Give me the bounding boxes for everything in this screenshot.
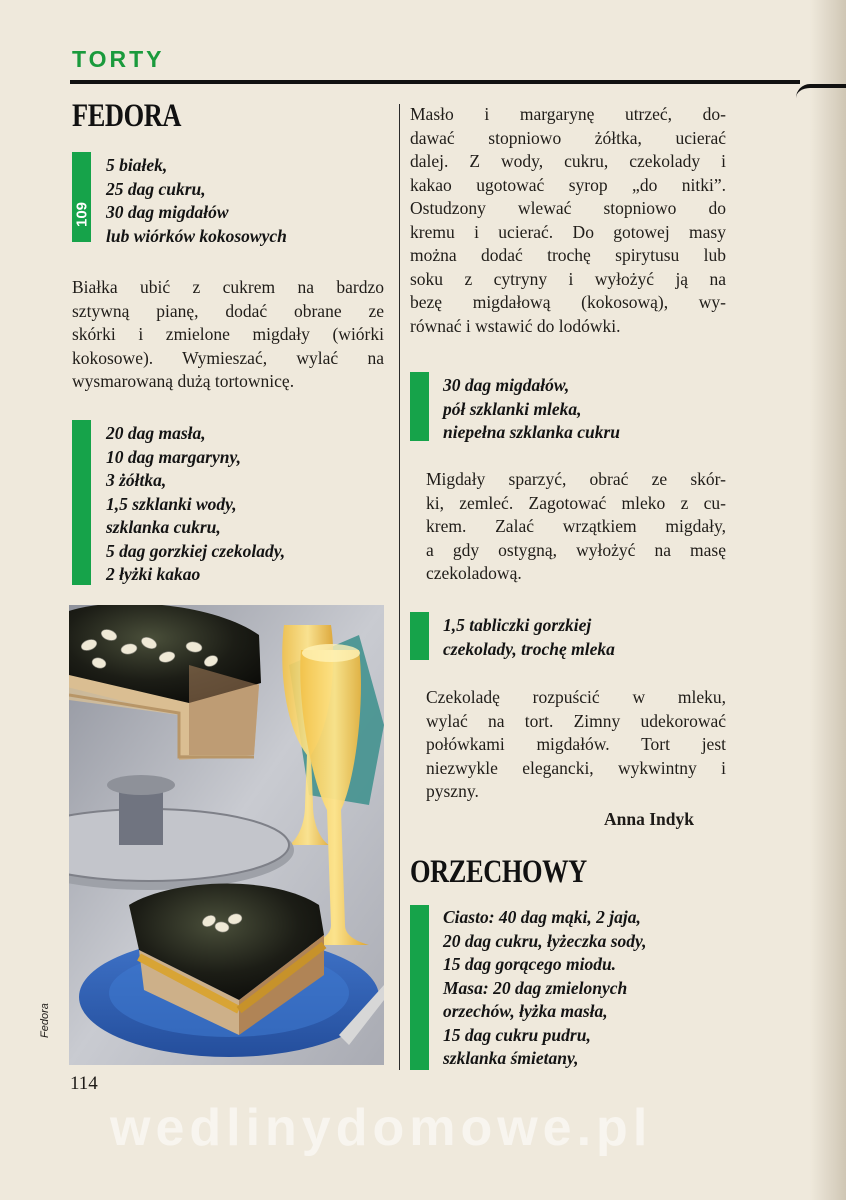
text-line: wysmarowaną dużą tortownicę. [72, 371, 295, 391]
ingredient-list-meringue [106, 154, 287, 248]
method-paragraph-almond [426, 468, 726, 586]
text-line: a gdy ostygną, wyłożyć na masę [426, 539, 726, 560]
ingredient-line: 3 żółtka, [106, 470, 167, 490]
text-line: kakao ugotować syrop „do nitki”. [410, 174, 726, 195]
method-paragraph-glaze [426, 686, 726, 804]
text-line: Czekoladę rozpuścić w mleku, [426, 687, 726, 707]
ingredient-line: 25 dag cukru, [106, 178, 206, 199]
header-rule [70, 80, 800, 84]
ingredient-list-cream [106, 422, 285, 587]
recipe-number: 109 [73, 201, 91, 228]
text-line: niezwykle elegancki, wykwintny i [426, 757, 726, 778]
method-paragraph-cream [410, 103, 726, 338]
text-line: pyszny. [426, 781, 479, 801]
text-line: Masło i margarynę utrzeć, do- [410, 104, 726, 124]
header-rule-curl [796, 84, 846, 98]
section-header: TORTY [72, 46, 165, 72]
text-line: sztywną pianę, dodać obrane ze [72, 300, 384, 321]
text-line: kokosowe). Wymieszać, wylać na [72, 347, 384, 368]
ingredient-line: 20 dag masła, [106, 423, 206, 443]
ingredient-line: pół szklanki mleka, [443, 398, 582, 419]
ingredient-line: 5 białek, [106, 155, 168, 175]
ingredient-line: Masa: 20 dag zmielonych [443, 977, 628, 998]
ingredient-list-orzechowy [443, 906, 647, 1071]
ingredient-line: 15 dag gorącego miodu. [443, 954, 617, 974]
ingredient-line: 5 dag gorzkiej czekolady, [106, 540, 286, 561]
ingredient-list-almond [443, 374, 620, 445]
column-divider [399, 104, 400, 1070]
page-number: 114 [70, 1073, 98, 1094]
ingredient-line: szklanka cukru, [106, 517, 221, 537]
ingredient-line: 1,5 szklanki wody, [106, 493, 237, 514]
method-paragraph-meringue [72, 276, 384, 394]
text-line: ki, zemleć. Zagotować mleko z cu- [426, 492, 726, 513]
ingredient-line: 15 dag cukru pudru, [443, 1024, 591, 1045]
ingredient-line: szklanka śmietany, [443, 1048, 579, 1068]
ingredient-line: 20 dag cukru, łyżeczka sody, [443, 930, 647, 951]
text-line: można dodać trochę spirytusu lub [410, 245, 726, 265]
text-line: dalej. Z wody, cukru, czekolady i [410, 151, 726, 171]
ingredient-line: 30 dag migdałów [106, 202, 229, 222]
text-line: połówkami migdałów. Tort jest [426, 734, 726, 754]
text-line: kremu i ucierać. Do gotowej masy [410, 221, 726, 242]
photo-caption: Fedora [39, 1003, 51, 1038]
page-edge-shadow [810, 0, 846, 1200]
ingredient-line: 30 dag migdałów, [443, 375, 570, 395]
text-line: skórki i zmielone migdały (wiórki [72, 324, 384, 344]
ingredient-marker-bar [72, 420, 91, 585]
text-line: dawać stopniowo żółtka, ucierać [410, 127, 726, 148]
ingredient-list-glaze [443, 614, 615, 661]
cake-photo [69, 605, 384, 1065]
ingredient-line: 10 dag margaryny, [106, 446, 241, 467]
recipe-title-orzechowy: ORZECHOWY [410, 854, 587, 890]
text-line: Migdały sparzyć, obrać ze skór- [426, 469, 726, 489]
ingredient-line: 1,5 tabliczki gorzkiej [443, 615, 592, 635]
text-line: bezę migdałową (kokosową), wy- [410, 292, 726, 312]
ingredient-line: Ciasto: 40 dag mąki, 2 jaja, [443, 907, 641, 927]
text-line: wylać na tort. Zimny udekorować [426, 710, 726, 731]
ingredient-line: czekolady, trochę mleka [443, 638, 615, 659]
text-line: równać i wstawić do lodówki. [410, 315, 621, 336]
ingredient-line: lub wiórków kokosowych [106, 225, 287, 246]
ingredient-marker-bar [410, 612, 429, 660]
text-line: Ostudzony wlewać stopniowo do [410, 198, 726, 218]
ingredient-line: niepełna szklanka cukru [443, 422, 620, 442]
ingredient-marker-bar [410, 905, 429, 1070]
text-line: soku z cytryny i wyłożyć ją na [410, 268, 726, 289]
watermark: wedlinydomowe.pl [110, 1099, 653, 1157]
ingredient-marker-bar [410, 372, 429, 441]
text-line: krem. Zalać wrzątkiem migdały, [426, 516, 726, 536]
text-line: czekoladową. [426, 563, 522, 583]
text-line: Białka ubić z cukrem na bardzo [72, 277, 384, 297]
ingredient-line: orzechów, łyżka masła, [443, 1001, 608, 1021]
recipe-author: Anna Indyk [604, 809, 694, 829]
ingredient-line: 2 łyżki kakao [106, 564, 201, 584]
recipe-title-fedora: FEDORA [72, 98, 182, 134]
